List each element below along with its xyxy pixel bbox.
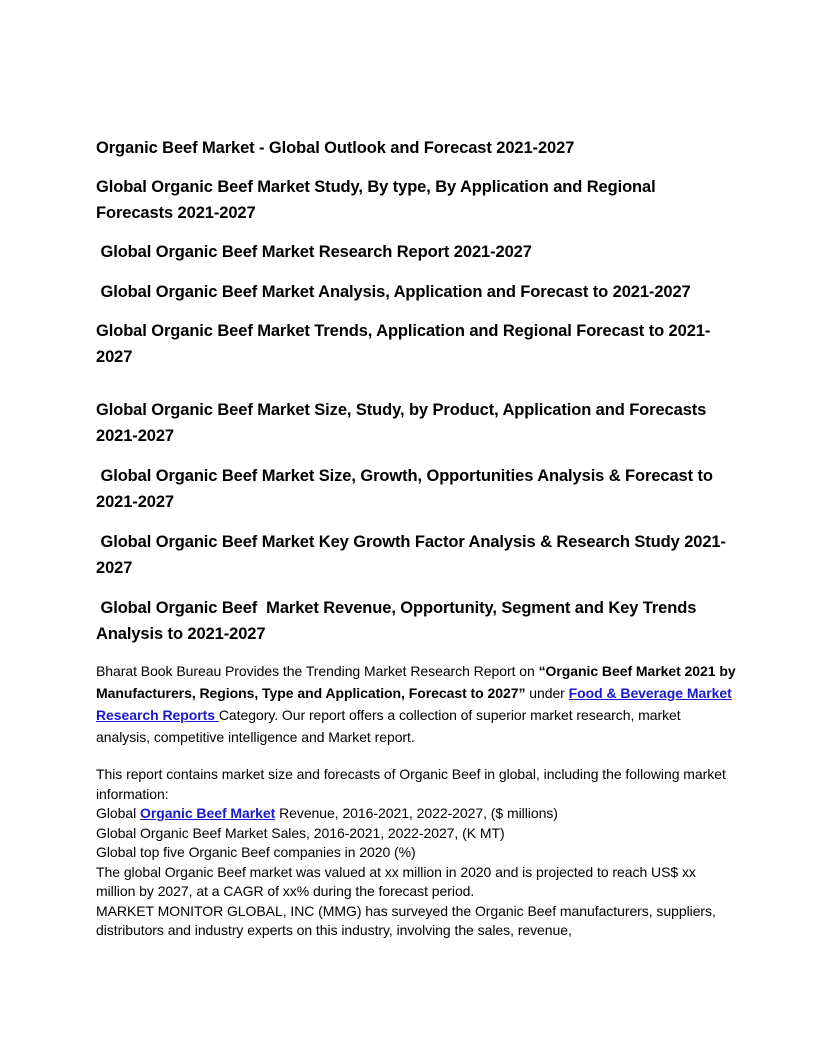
revenue-suffix: Revenue, 2016-2021, 2022-2027, ($ millions) <box>275 805 558 821</box>
heading-6: Global Organic Beef Market Size, Study, by Product, Application and Forecasts 2021-2027 <box>96 401 707 445</box>
revenue-prefix: Global <box>96 805 141 821</box>
heading-1: Organic Beef Market - Global Outlook and Forecast 2021-2027 <box>96 139 575 157</box>
organic-beef-market-link[interactable]: Organic Beef Market <box>140 805 276 821</box>
body-line-market-value: The global Organic Beef market was valued at xx million in 2020 and is projected to reach US$ xx million by 2027, at a CAGR of xx% during the forecast period. <box>96 863 696 899</box>
heading-3: Global Organic Beef Market Research Report 2021-2027 <box>96 243 532 261</box>
category-link[interactable]: Food & Beverage Market Research Reports <box>96 685 732 723</box>
report-title: “Organic Beef Market 2021 by Manufacturers, Regions, Type and Application, Forecast to 2027” <box>96 663 736 701</box>
heading-7: Global Organic Beef Market Size, Growth, Opportunities Analysis & Forecast to 2021-2027 <box>96 467 718 511</box>
body-paragraph <box>96 765 736 941</box>
intro-under: under <box>525 685 569 701</box>
heading-5: Global Organic Beef Market Trends, Application and Regional Forecast to 2021-2027 <box>96 322 711 366</box>
intro-lead: Bharat Book Bureau Provides the Trending Market Research Report on <box>96 663 539 679</box>
body-line-sales: Global Organic Beef Market Sales, 2016-2021, 2022-2027, (K MT) <box>96 824 505 841</box>
heading-8: Global Organic Beef Market Key Growth Factor Analysis & Research Study 2021-2027 <box>96 533 726 577</box>
heading-4: Global Organic Beef Market Analysis, Application and Forecast to 2021-2027 <box>96 283 691 301</box>
body-line-revenue <box>96 804 736 824</box>
body-line-mmg-survey: MARKET MONITOR GLOBAL, INC (MMG) has surveyed the Organic Beef manufacturers, suppliers, distributors and industry experts on this industry, involving the sales, revenue, <box>96 902 716 938</box>
heading-2: Global Organic Beef Market Study, By type, By Application and Regional Forecasts 2021-2027 <box>96 178 656 222</box>
intro-tail: Category. Our report offers a collection of superior market research, market analysis, competitive intelligence and Market report. <box>96 707 681 745</box>
heading-9: Global Organic Beef Market Revenue, Opportunity, Segment and Key Trends Analysis to 2021-2027 <box>96 599 701 643</box>
intro-paragraph <box>96 660 736 748</box>
body-line-top-five: Global top five Organic Beef companies in 2020 (%) <box>96 844 416 860</box>
body-line-intro: This report contains market size and forecasts of Organic Beef in global, including the following market information: <box>96 766 726 802</box>
